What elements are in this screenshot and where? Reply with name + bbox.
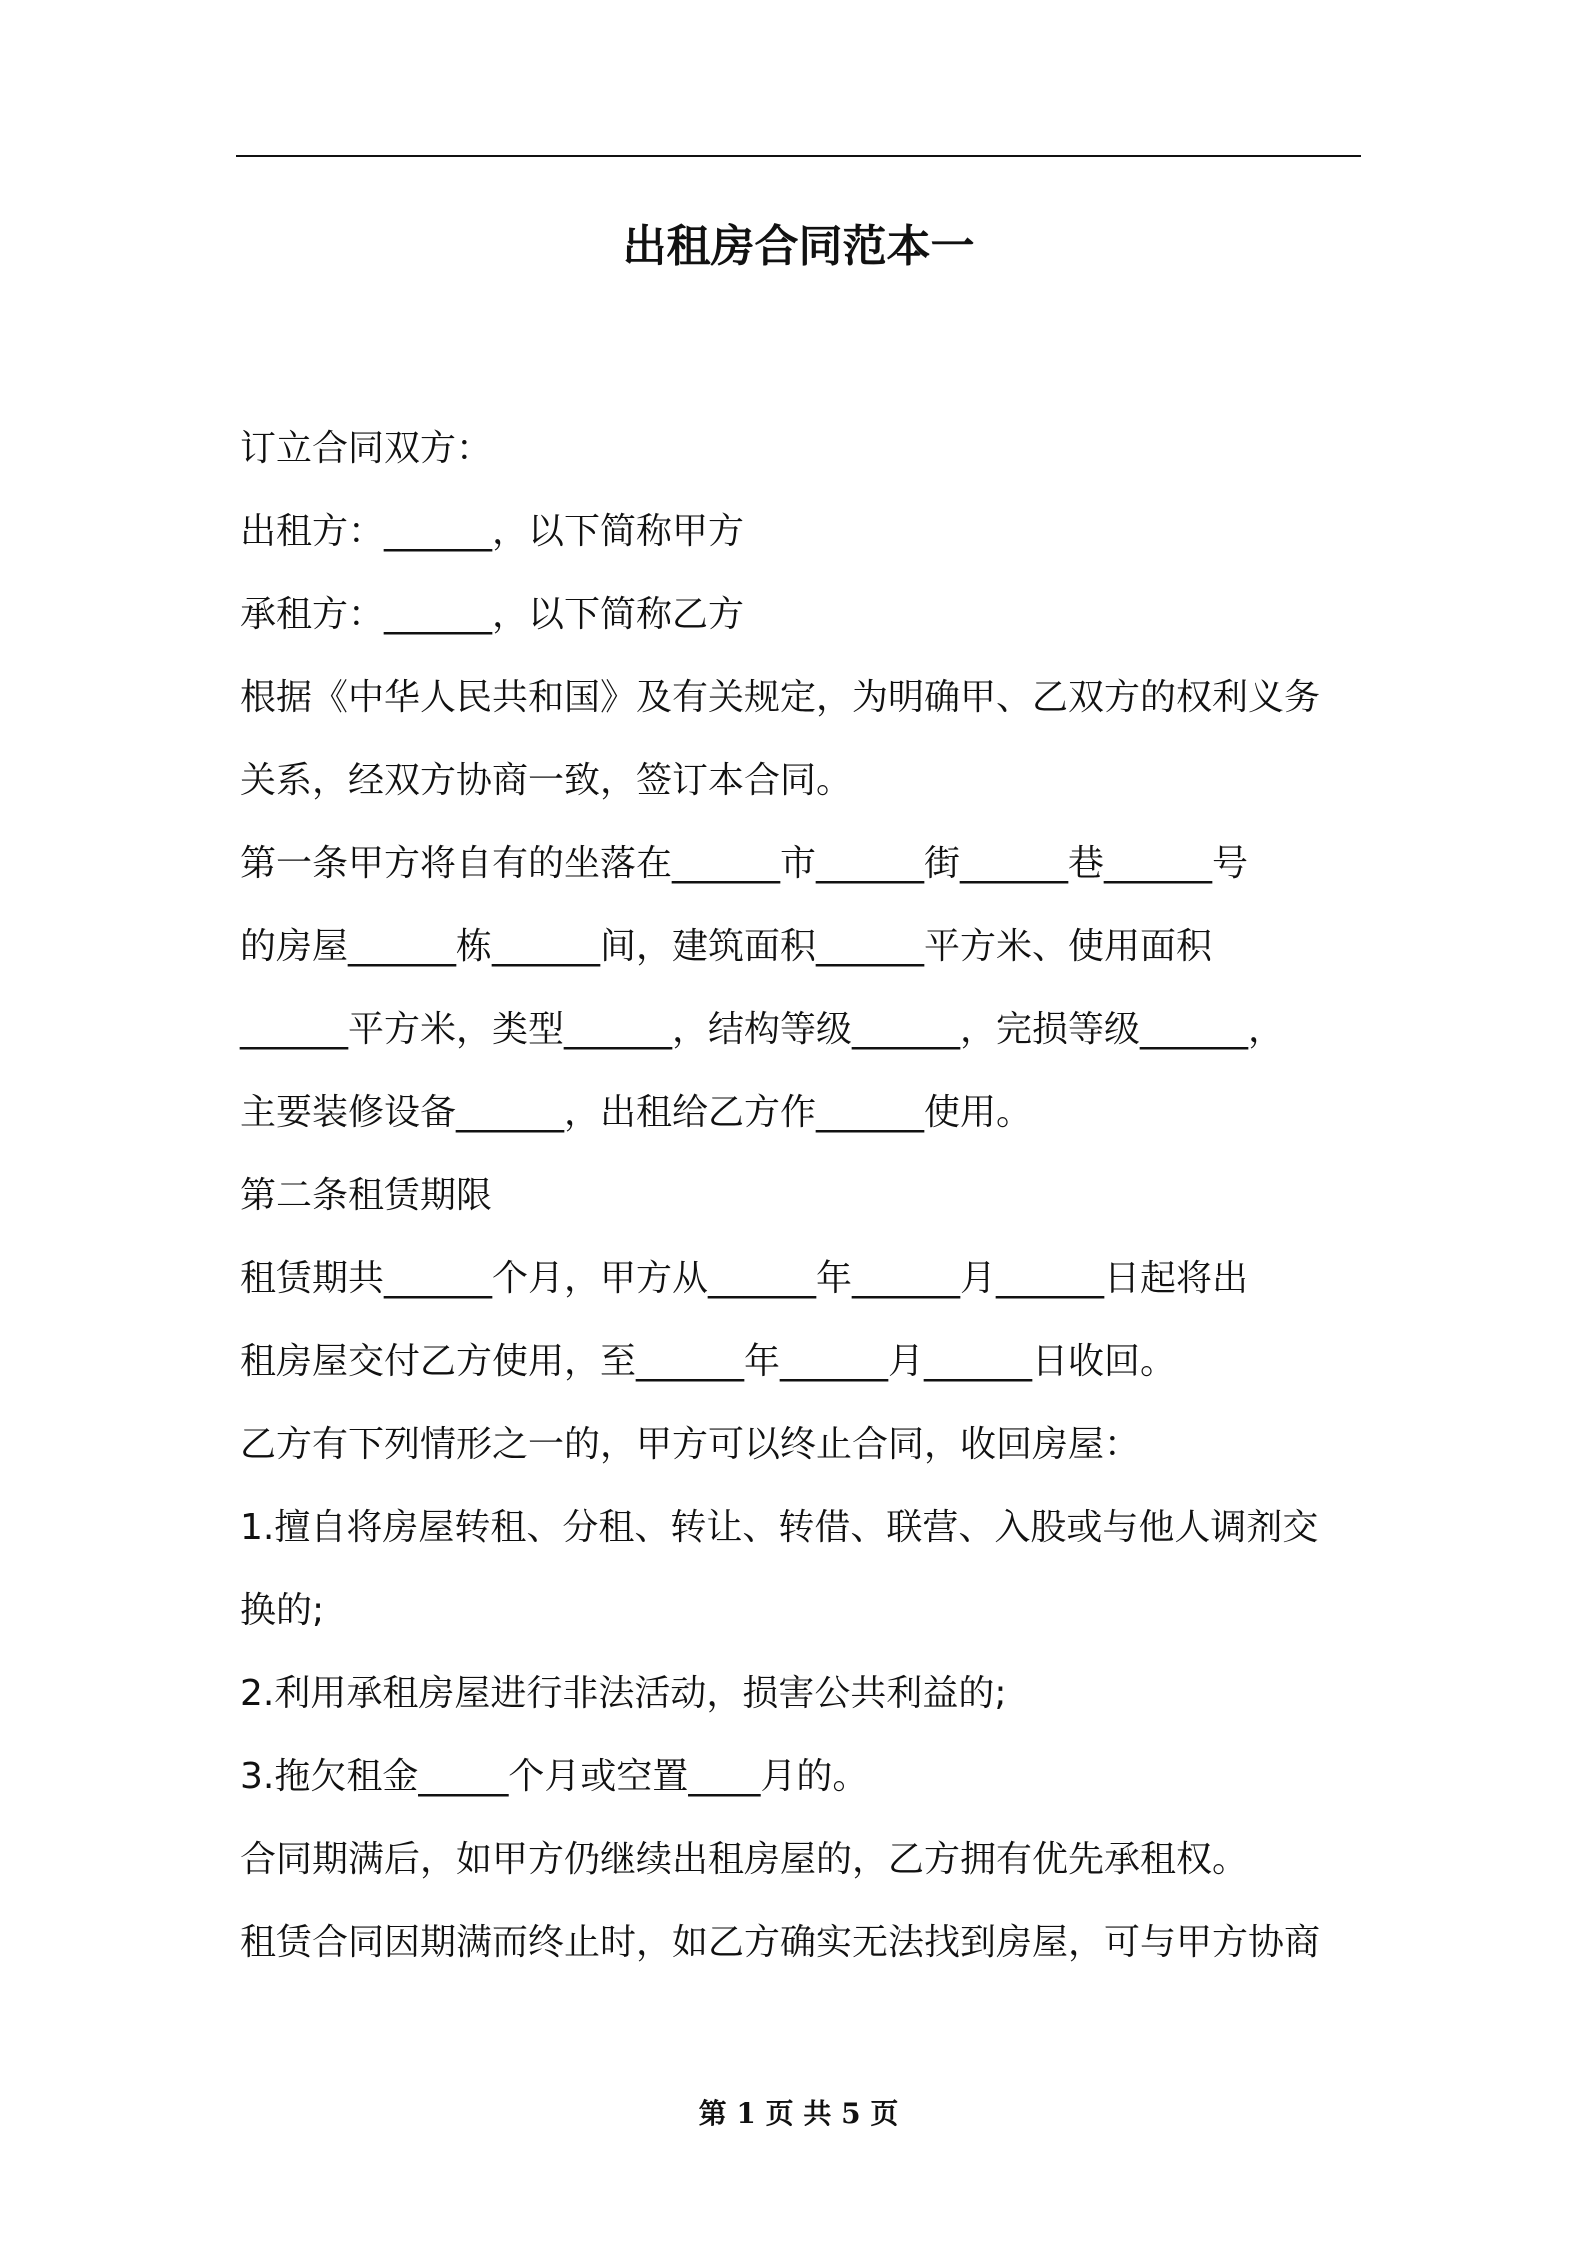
contract-line: 第一条甲方将自有的坐落在______市______街______巷______号 <box>240 843 1249 884</box>
contract-line: 订立合同双方： <box>240 428 493 469</box>
contract-line: 租赁合同因期满而终止时，如乙方确实无法找到房屋，可与甲方协商 <box>240 1922 1321 1963</box>
contract-line: 出租方：______，以下简称甲方 <box>240 511 745 552</box>
page-title: 出租房合同范本一 <box>622 221 975 272</box>
contract-line: 租房屋交付乙方使用，至______年______月______日收回。 <box>240 1341 1177 1382</box>
contract-line: 根据《中华人民共和国》及有关规定，为明确甲、乙双方的权利义务 <box>240 677 1321 718</box>
contract-line: 3.拖欠租金_____个月或空置____月的。 <box>240 1756 869 1797</box>
contract-line: 第二条租赁期限 <box>240 1175 493 1216</box>
contract-line: 的房屋______栋______间，建筑面积______平方米、使用面积 <box>240 926 1213 967</box>
contract-line: 主要装修设备______，出租给乙方作______使用。 <box>240 1092 1033 1133</box>
contract-line: 2.利用承租房屋进行非法活动，损害公共利益的; <box>240 1673 1007 1714</box>
contract-line: 租赁期共______个月，甲方从______年______月______日起将出 <box>240 1258 1249 1299</box>
contract-line: 合同期满后，如甲方仍继续出租房屋的，乙方拥有优先承租权。 <box>240 1839 1249 1880</box>
contract-line: 1.擅自将房屋转租、分租、转让、转借、联营、入股或与他人调剂交 <box>240 1507 1319 1548</box>
contract-line: 关系，经双方协商一致，签订本合同。 <box>240 760 853 801</box>
header-rule <box>236 155 1361 157</box>
contract-line: ______平方米，类型______，结构等级______，完损等级______， <box>240 1009 1285 1050</box>
contract-line: 承租方：______，以下简称乙方 <box>240 594 745 635</box>
contract-line: 换的; <box>240 1590 325 1631</box>
page-number-footer: 第 1 页 共 5 页 <box>698 2097 899 2130</box>
contract-line: 乙方有下列情形之一的，甲方可以终止合同，收回房屋： <box>240 1424 1141 1465</box>
contract-body <box>240 407 1365 1984</box>
